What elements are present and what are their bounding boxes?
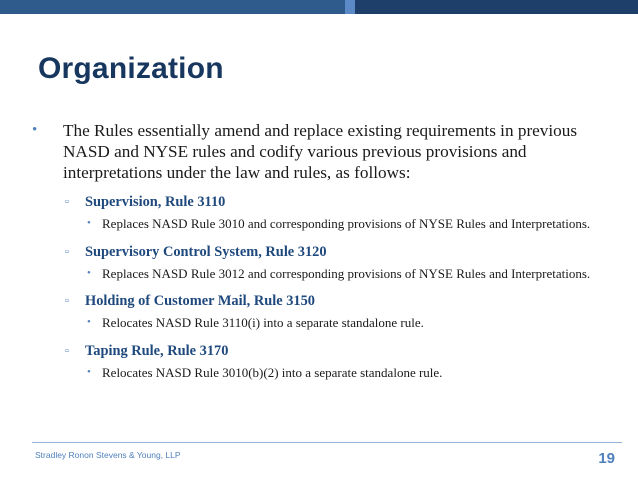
rule-heading: [32, 243, 622, 261]
page-number: 19: [598, 450, 615, 467]
rule-detail-text: Relocates NASD Rule 3110(i) into a separate standalone rule.: [102, 315, 424, 330]
rule-detail: [32, 365, 622, 382]
slide-title: Organization: [38, 52, 224, 85]
rule-detail-text: Replaces NASD Rule 3010 and corresponding provisions of NYSE Rules and Interpretations.: [102, 216, 591, 231]
small-dot-icon: •: [87, 365, 91, 378]
rule-detail-text: Relocates NASD Rule 3010(b)(2) into a separate standalone rule.: [102, 364, 443, 380]
intro-text: The Rules essentially amend and replace existing requirements in previous NASD and NYSE rules and codify various previous provisions and interpretations under the law and rules, as follows:: [63, 121, 578, 182]
footer-divider: [32, 442, 622, 443]
square-bullet-icon: ▫: [65, 245, 69, 258]
header-bar-dark: [355, 0, 638, 14]
rule-heading-text: Taping Rule, Rule 3170: [85, 342, 229, 359]
square-bullet-icon: ▫: [65, 344, 69, 357]
rule-heading: [32, 292, 622, 310]
small-dot-icon: •: [87, 217, 91, 229]
header-bar-accent: [345, 0, 355, 14]
rule-heading-text: Supervision, Rule 3110: [85, 194, 226, 210]
rule-heading-text: Holding of Customer Mail, Rule 3150: [85, 293, 315, 309]
rule-detail: [32, 315, 622, 332]
square-bullet-icon: ▫: [65, 196, 69, 208]
footer-firm-name: Stradley Ronon Stevens & Young, LLP: [35, 450, 181, 460]
slide-content: [32, 120, 622, 381]
rule-detail-text: Replaces NASD Rule 3012 and corresponding provisions of NYSE Rules and Interpretations.: [102, 265, 591, 281]
small-dot-icon: •: [87, 316, 91, 328]
round-bullet-icon: •: [32, 122, 38, 138]
rule-heading-text: Supervisory Control System, Rule 3120: [85, 243, 327, 260]
rule-detail: [32, 216, 622, 233]
rule-heading: [32, 342, 622, 360]
intro-bullet: [32, 120, 622, 183]
small-dot-icon: •: [87, 266, 91, 279]
rule-heading: [32, 193, 622, 211]
rule-detail: [32, 266, 622, 283]
square-bullet-icon: ▫: [65, 295, 69, 307]
